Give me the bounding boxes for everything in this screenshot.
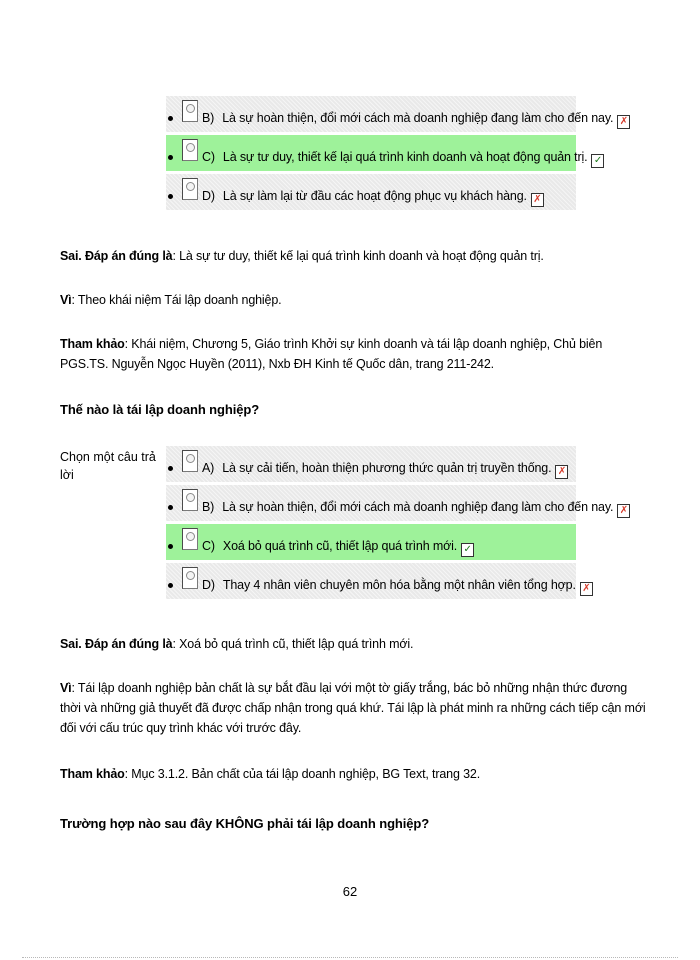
- q2-choose-label: Chọn một câu trả lời: [60, 450, 156, 482]
- bullet-icon: [168, 155, 173, 160]
- incorrect-mark-icon: ✗: [617, 504, 630, 518]
- radio-button[interactable]: [182, 450, 198, 472]
- incorrect-mark-icon: ✗: [531, 193, 544, 207]
- option-label: D) Thay 4 nhân viên chuyên môn hóa bằng một nhân viên tổng hợp. ✗: [202, 578, 593, 596]
- incorrect-mark-icon: ✗: [617, 115, 630, 129]
- q1-feedback-result: Sai. Đáp án đúng là: Là sự tư duy, thiết kế lại quá trình kinh doanh và hoạt động quản trị.: [60, 249, 544, 263]
- q1-option-b[interactable]: [166, 96, 628, 132]
- option-label: A) Là sự cải tiến, hoàn thiện phương thức quản trị truyền thống. ✗: [202, 461, 568, 479]
- q1-feedback-reason: Vì: Theo khái niệm Tái lập doanh nghiệp.: [60, 293, 282, 307]
- correct-mark-icon: ✓: [591, 154, 604, 168]
- correct-mark-icon: ✓: [461, 543, 474, 557]
- radio-button[interactable]: [182, 139, 198, 161]
- q2-option-b[interactable]: [166, 485, 628, 521]
- bullet-icon: [168, 116, 173, 121]
- bullet-icon: [168, 505, 173, 510]
- radio-button[interactable]: [182, 528, 198, 550]
- q1-feedback-reference: Tham khảo: Khái niệm, Chương 5, Giáo trình Khởi sự kinh doanh và tái lập doanh nghiệp, Chủ biên PGS.TS. Nguyễn Ngọc Huyền (2011), Nxb ĐH Kinh tế Quốc dân, trang 211-242.: [60, 337, 603, 371]
- q2-title: Thế nào là tái lập doanh nghiệp?: [60, 402, 260, 417]
- page-divider: [22, 957, 678, 958]
- incorrect-mark-icon: ✗: [555, 465, 568, 479]
- option-label: B) Là sự hoàn thiện, đổi mới cách mà doanh nghiệp đang làm cho đến nay. ✗: [202, 111, 630, 129]
- q2-option-c[interactable]: [166, 524, 576, 560]
- radio-button[interactable]: [182, 178, 198, 200]
- q1-option-d[interactable]: [166, 174, 576, 210]
- page-number: 62: [342, 884, 358, 899]
- q1-options: [166, 96, 628, 213]
- q3-title: Trường hợp nào sau đây KHÔNG phải tái lập doanh nghiệp?: [60, 816, 430, 831]
- q2-feedback-reference: Tham khảo: Mục 3.1.2. Bản chất của tái lập doanh nghiệp, BG Text, trang 32.: [60, 767, 481, 781]
- q2-feedback-result: Sai. Đáp án đúng là: Xoá bỏ quá trình cũ, thiết lập quá trình mới.: [60, 637, 414, 651]
- radio-button[interactable]: [182, 100, 198, 122]
- q2-option-d[interactable]: [166, 563, 591, 599]
- q2-feedback-reason: Vì: Tái lập doanh nghiệp bản chất là sự bắt đầu lại với một tờ giấy trắng, bác bỏ những nhận thức đương thời và những giả thuyết đã được chấp nhận trong quá khứ. Tái lập là phát minh ra những cách tiếp cận mới đối với cấu trúc quy trình khác với trước đây.: [60, 681, 646, 735]
- radio-button[interactable]: [182, 489, 198, 511]
- option-label: D) Là sự làm lại từ đầu các hoạt động phục vụ khách hàng. ✗: [202, 189, 544, 207]
- q2-option-a[interactable]: [166, 446, 576, 482]
- radio-button[interactable]: [182, 567, 198, 589]
- q1-option-c[interactable]: [166, 135, 603, 171]
- q2-options: [166, 446, 628, 602]
- bullet-icon: [168, 194, 173, 199]
- bullet-icon: [168, 544, 173, 549]
- bullet-icon: [168, 583, 173, 588]
- incorrect-mark-icon: ✗: [580, 582, 593, 596]
- option-label: C) Xoá bỏ quá trình cũ, thiết lập quá trình mới. ✓: [202, 539, 474, 557]
- option-label: B) Là sự hoàn thiện, đổi mới cách mà doanh nghiệp đang làm cho đến nay. ✗: [202, 500, 630, 518]
- bullet-icon: [168, 466, 173, 471]
- option-label: C) Là sự tư duy, thiết kế lại quá trình kinh doanh và hoạt động quản trị. ✓: [202, 150, 604, 168]
